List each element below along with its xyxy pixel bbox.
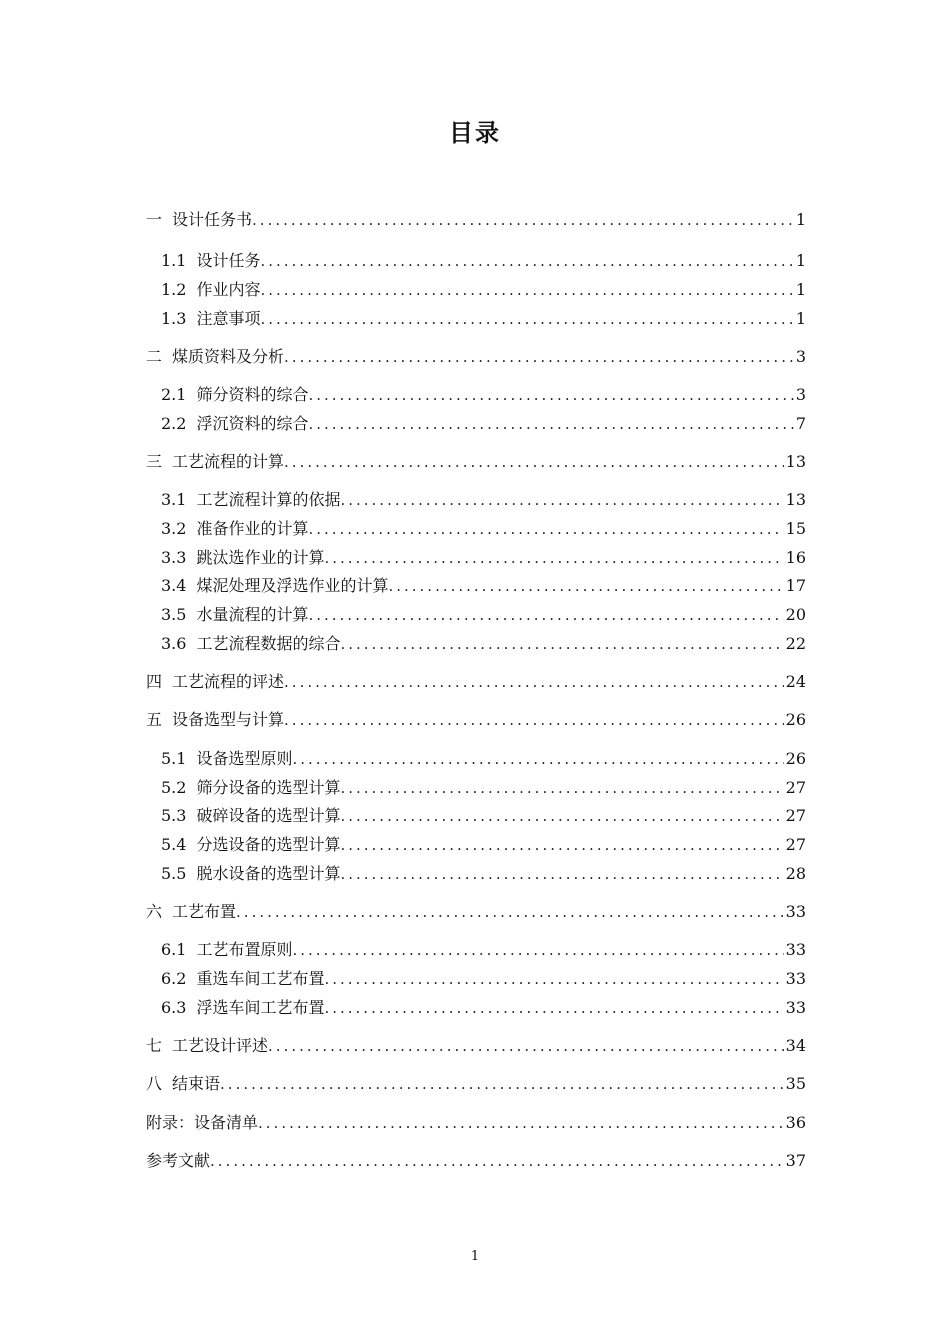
- toc-entry-label: [161, 488, 340, 512]
- toc-entry-page: 17: [785, 576, 806, 595]
- toc-dot-leader: [260, 278, 793, 302]
- toc-dot-leader: [308, 603, 783, 627]
- toc-entry-text: 附录：设备清单: [146, 1113, 259, 1132]
- toc-entry-page: 13: [785, 490, 806, 509]
- toc-entry-label: [161, 546, 324, 570]
- toc-dot-leader: [260, 249, 793, 273]
- toc-entry-label: [161, 517, 308, 541]
- toc-dot-leader: [292, 938, 783, 962]
- toc-entry-number: 5.2: [161, 778, 187, 797]
- toc-entry-page: 1: [795, 251, 806, 270]
- toc-entry-number: 3.6: [161, 634, 187, 653]
- toc-entry-page: 27: [785, 806, 806, 825]
- toc-entry-page: 33: [785, 940, 806, 959]
- toc-entry: [146, 1072, 806, 1096]
- toc-entry: [146, 208, 806, 232]
- toc-entry-number: 五: [146, 710, 163, 729]
- toc-entry: [146, 1034, 806, 1058]
- toc-entry: [161, 833, 806, 857]
- toc-entry-number: 三: [146, 452, 163, 471]
- toc-entry: [161, 603, 806, 627]
- toc-entry-label: [161, 862, 340, 886]
- toc-entry: [161, 804, 806, 828]
- toc-entry-text: 设计任务书: [172, 210, 253, 229]
- toc-entry-number: 3.2: [161, 519, 187, 538]
- toc-entry-text: 筛分设备的选型计算: [196, 778, 341, 797]
- toc-entry-label: [161, 603, 308, 627]
- toc-entry-page: 3: [795, 347, 806, 366]
- toc-entry: [161, 249, 806, 273]
- toc-entry-number: 5.5: [161, 864, 187, 883]
- toc-entry-page: 34: [785, 1036, 806, 1055]
- toc-entry: [161, 747, 806, 771]
- toc-entry-page: 26: [785, 749, 806, 768]
- toc-entry-label: [161, 996, 324, 1020]
- toc-dot-leader: [340, 632, 783, 656]
- toc-entry-label: [146, 708, 284, 732]
- toc-dot-leader: [284, 345, 794, 369]
- toc-entry: [161, 996, 806, 1020]
- toc-entry-text: 设备选型与计算: [172, 710, 285, 729]
- toc-entry-page: 20: [785, 605, 806, 624]
- toc-entry-number: 1.3: [161, 309, 187, 328]
- toc-entry-label: [161, 412, 308, 436]
- toc-entry-number: 6.1: [161, 940, 187, 959]
- toc-entry-text: 作业内容: [196, 280, 261, 299]
- toc-entry-label: [161, 967, 324, 991]
- toc-dot-leader: [268, 1034, 784, 1058]
- toc-entry-label: [161, 278, 260, 302]
- toc-entry: [161, 517, 806, 541]
- toc-entry-number: 3.4: [161, 576, 187, 595]
- toc-entry-page: 15: [785, 519, 806, 538]
- toc-entry-text: 设备选型原则: [196, 749, 293, 768]
- toc-dot-leader: [284, 708, 784, 732]
- toc-entry-text: 参考文献: [146, 1151, 211, 1170]
- toc-entry-label: [146, 1034, 268, 1058]
- toc-entry: [146, 1149, 806, 1173]
- toc-entry-text: 脱水设备的选型计算: [196, 864, 341, 883]
- toc-dot-leader: [308, 517, 783, 541]
- toc-entry: [161, 776, 806, 800]
- toc-dot-leader: [210, 1149, 784, 1173]
- toc-entry-text: 工艺流程的评述: [172, 672, 285, 691]
- toc-entry: [161, 862, 806, 886]
- toc-dot-leader: [308, 412, 793, 436]
- toc-entry: [146, 1111, 806, 1135]
- toc-entry-number: 5.3: [161, 806, 187, 825]
- toc-entry: [161, 278, 806, 302]
- toc-entry: [161, 632, 806, 656]
- toc-entry: [161, 546, 806, 570]
- toc-entry-text: 工艺流程数据的综合: [196, 634, 341, 653]
- toc-entry-page: 1: [795, 309, 806, 328]
- toc-entry-page: 26: [785, 710, 806, 729]
- toc-entry: [161, 938, 806, 962]
- toc-entry-text: 工艺布置: [172, 902, 237, 921]
- toc-dot-leader: [388, 574, 783, 598]
- toc-dot-leader: [308, 383, 793, 407]
- toc-entry-label: [161, 747, 292, 771]
- toc-entry-text: 浮沉资料的综合: [196, 414, 309, 433]
- toc-entry-page: 28: [785, 864, 806, 883]
- toc-entry-number: 5.4: [161, 835, 187, 854]
- toc-entry-number: 2.1: [161, 385, 187, 404]
- toc-entry-label: [146, 670, 284, 694]
- toc-entry: [161, 488, 806, 512]
- toc-entry-number: 6.3: [161, 998, 187, 1017]
- toc-dot-leader: [340, 804, 783, 828]
- toc-entry-number: 3.3: [161, 548, 187, 567]
- toc-entry-number: 六: [146, 902, 163, 921]
- toc-entry-number: 一: [146, 210, 163, 229]
- toc-entry: [161, 967, 806, 991]
- toc-entry: [161, 412, 806, 436]
- toc-entry: [161, 574, 806, 598]
- toc-entry-label: [161, 776, 340, 800]
- toc-entry: [146, 345, 806, 369]
- toc-entry-page: 7: [795, 414, 806, 433]
- toc-dot-leader: [236, 900, 784, 924]
- toc-entry-text: 浮选车间工艺布置: [196, 998, 325, 1017]
- toc-entry-page: 13: [785, 452, 806, 471]
- toc-dot-leader: [258, 1111, 784, 1135]
- toc-entry-number: 八: [146, 1074, 163, 1093]
- toc-entry-page: 37: [785, 1151, 806, 1170]
- page-title: 目录: [449, 119, 501, 147]
- toc-entry: [146, 670, 806, 694]
- toc-dot-leader: [324, 967, 783, 991]
- toc-entry-text: 煤质资料及分析: [172, 347, 285, 366]
- toc-entry-page: 24: [785, 672, 806, 691]
- toc-entry-page: 33: [785, 902, 806, 921]
- toc-entry-label: [146, 1072, 220, 1096]
- toc-entry-label: [161, 833, 340, 857]
- toc-entry-text: 设计任务: [196, 251, 261, 270]
- toc-dot-leader: [284, 670, 784, 694]
- toc-entry-number: 3.1: [161, 490, 187, 509]
- toc-entry-label: [161, 632, 340, 656]
- toc-entry-page: 16: [785, 548, 806, 567]
- toc-entry-page: 3: [795, 385, 806, 404]
- toc-entry-label: [146, 1149, 210, 1173]
- toc-entry-page: 1: [795, 280, 806, 299]
- toc-dot-leader: [220, 1072, 784, 1096]
- toc-entry-text: 分选设备的选型计算: [196, 835, 341, 854]
- toc-entry-number: 七: [146, 1036, 163, 1055]
- toc-entry-label: [146, 345, 284, 369]
- toc-dot-leader: [340, 833, 783, 857]
- toc-dot-leader: [292, 747, 783, 771]
- toc-entry-text: 结束语: [172, 1074, 221, 1093]
- toc-entry-text: 破碎设备的选型计算: [196, 806, 341, 825]
- toc-dot-leader: [260, 307, 793, 331]
- toc-dot-leader: [324, 996, 783, 1020]
- toc-entry: [146, 900, 806, 924]
- toc-entry: [146, 708, 806, 732]
- toc-entry-text: 重选车间工艺布置: [196, 969, 325, 988]
- toc-entry-label: [161, 574, 388, 598]
- toc-entry-label: [146, 1111, 258, 1135]
- toc-entry-text: 跳汰选作业的计算: [196, 548, 325, 567]
- toc-entry-label: [146, 450, 284, 474]
- toc-entry-page: 27: [785, 778, 806, 797]
- toc-entry-label: [161, 938, 292, 962]
- toc-dot-leader: [340, 488, 783, 512]
- toc-entry-number: 1.2: [161, 280, 187, 299]
- toc-entry: [161, 307, 806, 331]
- toc-entry: [161, 383, 806, 407]
- toc-dot-leader: [252, 208, 794, 232]
- toc-entry-page: 35: [785, 1074, 806, 1093]
- toc-entry-number: 二: [146, 347, 163, 366]
- toc-entry: [146, 450, 806, 474]
- toc-entry-number: 3.5: [161, 605, 187, 624]
- toc-dot-leader: [340, 862, 783, 886]
- toc-entry-page: 27: [785, 835, 806, 854]
- toc-entry-page: 1: [795, 210, 806, 229]
- toc-dot-leader: [340, 776, 783, 800]
- toc-entry-page: 33: [785, 969, 806, 988]
- toc-dot-leader: [284, 450, 784, 474]
- toc-entry-number: 5.1: [161, 749, 187, 768]
- toc-entry-page: 22: [785, 634, 806, 653]
- page-number: 1: [470, 1249, 480, 1264]
- toc-entry-label: [146, 208, 252, 232]
- toc-entry-text: 工艺流程的计算: [172, 452, 285, 471]
- toc-entry-text: 煤泥处理及浮选作业的计算: [196, 576, 389, 595]
- toc-entry-text: 工艺布置原则: [196, 940, 293, 959]
- toc-entry-label: [161, 804, 340, 828]
- toc-entry-label: [161, 383, 308, 407]
- toc-entry-page: 36: [785, 1113, 806, 1132]
- toc-entry-label: [161, 249, 260, 273]
- toc-entry-number: 2.2: [161, 414, 187, 433]
- toc-entry-text: 准备作业的计算: [196, 519, 309, 538]
- toc-entry-page: 33: [785, 998, 806, 1017]
- toc-entry-label: [146, 900, 236, 924]
- toc-entry-number: 6.2: [161, 969, 187, 988]
- toc-entry-text: 工艺设计评述: [172, 1036, 269, 1055]
- toc-entry-text: 注意事项: [196, 309, 261, 328]
- toc-entry-text: 筛分资料的综合: [196, 385, 309, 404]
- toc-entry-number: 1.1: [161, 251, 187, 270]
- toc-entry-text: 工艺流程计算的依据: [196, 490, 341, 509]
- toc-entry-number: 四: [146, 672, 163, 691]
- toc-entry-text: 水量流程的计算: [196, 605, 309, 624]
- toc-entry-label: [161, 307, 260, 331]
- toc-dot-leader: [324, 546, 783, 570]
